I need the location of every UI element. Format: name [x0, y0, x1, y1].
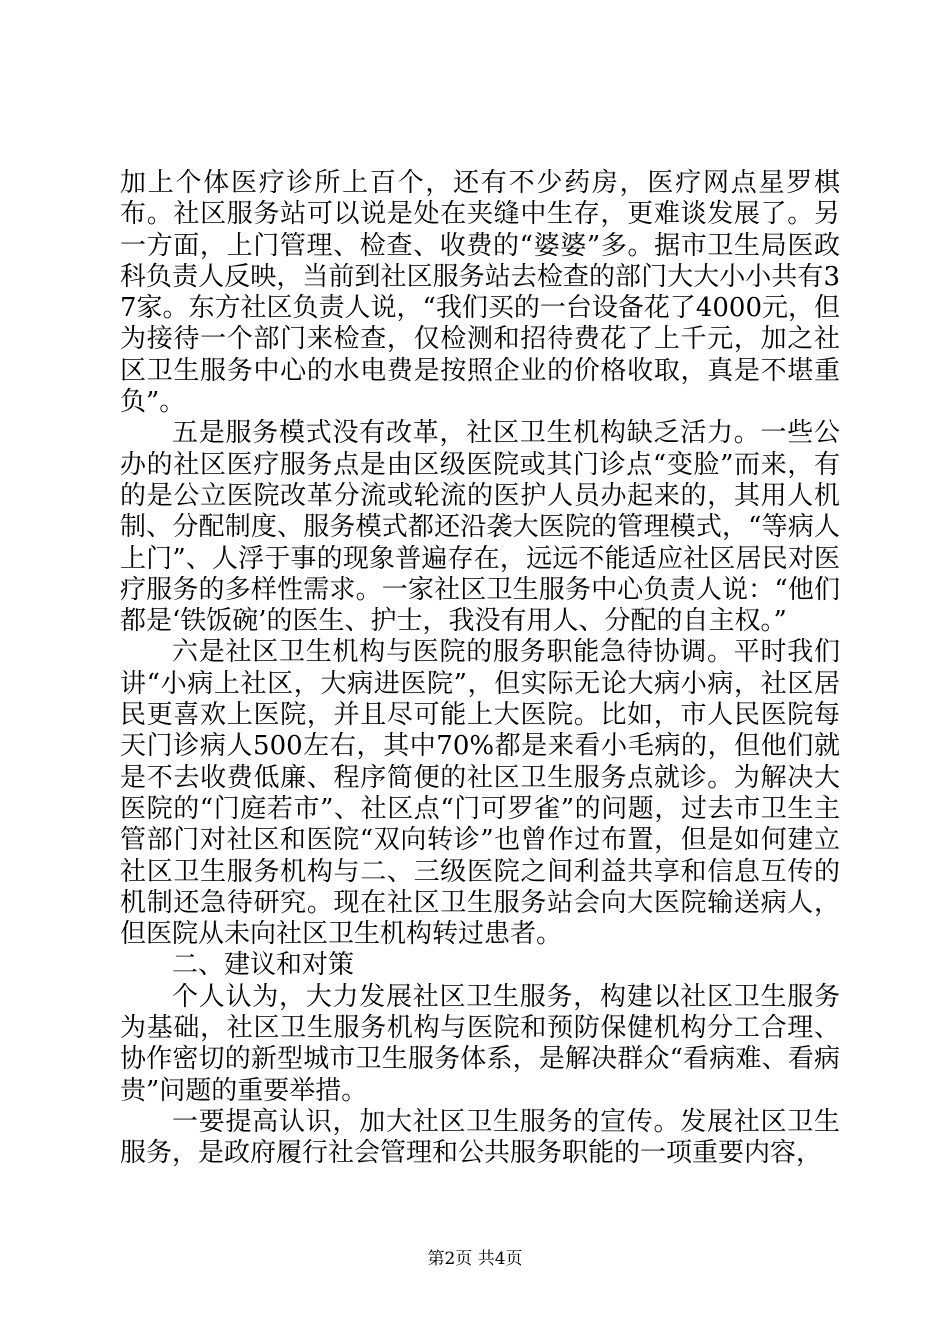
section-heading: 二、建议和对策	[172, 950, 355, 981]
paragraph-3: 六是社区卫生机构与医院的服务职能急待协调。平时我们讲“小病上社区，大病进医院”，但实际无论大病小病，社区居民更喜欢上医院，并且尽可能上大医院。比如，市人民医院每天门诊病人500左右，其中70%都是来看小毛病的，但他们就是不去收费低廉、程序简便的社区卫生服务点就诊。为解决大医院的“门庭若市”、社区点“门可罗雀”的问题，过去市卫生主管部门对社区和医院“双向转诊”也曾作过布置，但是如何建立社区卫生服务机构与二、三级医院之间利益共享和信息互传的机制还急待研究。现在社区卫生服务站会向大医院输送病人，但医院从未向社区卫生机构转过患者。	[120, 637, 840, 950]
document-body	[120, 168, 840, 1170]
paragraph-4: 个人认为，大力发展社区卫生服务，构建以社区卫生服务为基础，社区卫生服务机构与医院和预防保健机构分工合理、协作密切的新型城市卫生服务体系，是解决群众“看病难、看病贵”问题的重要举措。	[120, 981, 840, 1106]
page-footer: 第2页 共4页	[427, 1249, 523, 1269]
paragraph-2: 五是服务模式没有改革，社区卫生机构缺乏活力。一些公办的社区医疗服务点是由区级医院或其门诊点“变脸”而来，有的是公立医院改革分流或轮流的医护人员办起来的，其用人机制、分配制度、服务模式都还沿袭大医院的管理模式，“等病人上门”、人浮于事的现象普遍存在，远远不能适应社区居民对医疗服务的多样性需求。一家社区卫生服务中心负责人说：“他们都是‘铁饭碗’的医生、护士，我没有用人、分配的自主权。”	[120, 418, 840, 637]
paragraph-5: 一要提高认识，加大社区卫生服务的宣传。发展社区卫生服务，是政府履行社会管理和公共服务职能的一项重要内容，	[120, 1106, 840, 1169]
paragraph-1: 加上个体医疗诊所上百个，还有不少药房，医疗网点星罗棋布。社区服务站可以说是处在夹缝中生存，更难谈发展了。另一方面，上门管理、检查、收费的“婆婆”多。据市卫生局医政科负责人反映，当前到社区服务站去检查的部门大大小小共有37家。东方社区负责人说，“我们买的一台设备花了4000元，但为接待一个部门来检查，仅检测和招待费花了上千元，加之社区卫生服务中心的水电费是按照企业的价格收取，真是不堪重负”。	[120, 168, 841, 418]
